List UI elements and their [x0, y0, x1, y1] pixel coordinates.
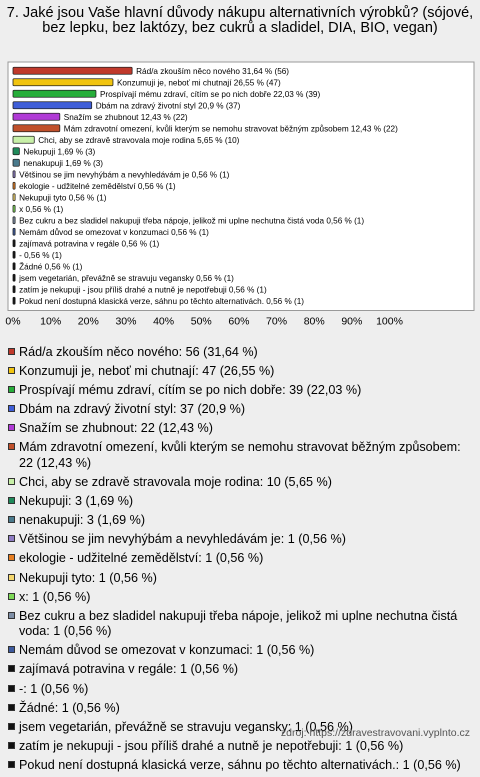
chart-legend: [8, 345, 474, 777]
bar-label: Nekupuji 1,69 % (3): [23, 147, 96, 157]
legend-swatch: [8, 574, 15, 581]
legend-item: [8, 440, 474, 471]
legend-swatch: [8, 646, 15, 653]
bar-label: Chci, aby se zdravě stravovala moje rodina 5,65 % (10): [38, 135, 240, 145]
legend-swatch: [8, 761, 15, 768]
bar: [13, 274, 15, 281]
legend-label: Chci, aby se zdravě stravovala moje rodina: 10 (5,65 %): [19, 475, 332, 490]
legend-item: [8, 758, 474, 774]
bar-label: Bez cukru a bez sladidel nakupuji třeba nápoje, jelikož mi uplne nechutna čistá voda 0,56 % (1): [19, 216, 365, 226]
legend-item: [8, 475, 474, 491]
bar-chart: [0, 0, 480, 340]
x-tick-label: 10%: [40, 315, 62, 328]
legend-swatch: [8, 424, 15, 431]
legend-label: Žádné: 1 (0,56 %): [19, 700, 120, 715]
legend-label: -: 1 (0,56 %): [19, 681, 89, 696]
legend-swatch: [8, 685, 15, 692]
x-tick-label: 0%: [5, 315, 21, 328]
legend-item: [8, 383, 474, 399]
legend-item: [8, 402, 474, 418]
bar: [13, 136, 34, 143]
bar: [13, 67, 132, 74]
legend-label: Většinou se jim nevyhýbám a nevyhledávám je: 1 (0,56 %): [19, 532, 346, 547]
bar: [13, 102, 92, 109]
bar: [13, 217, 15, 224]
bar-label: nenakupuji 1,69 % (3): [23, 158, 104, 168]
legend-swatch: [8, 386, 15, 393]
bar-label: - 0,56 % (1): [19, 250, 62, 260]
legend-label: Nemám důvod se omezovat v konzumaci: 1 (0,56 %): [19, 643, 315, 658]
x-tick-label: 80%: [303, 315, 325, 328]
bar: [13, 159, 19, 166]
x-tick-label: 90%: [341, 315, 363, 328]
legend-swatch: [8, 405, 15, 412]
bar-label: zatím je nekupuji - jsou příliš drahé a nutně je nepotřebuji 0,56 % (1): [19, 285, 267, 295]
bar: [13, 171, 15, 178]
bar: [13, 263, 15, 270]
legend-label: Konzumuji je, neboť mi chutnají: 47 (26,55 %): [19, 364, 275, 379]
bar-label: Dbám na zdravý životní styl 20,9 % (37): [95, 101, 241, 111]
legend-label: nenakupuji: 3 (1,69 %): [19, 513, 146, 528]
legend-label: Pokud není dostupná klasická verze, sáhnu po těchto alternativách.: 1 (0,56 %): [19, 757, 461, 772]
bar: [13, 113, 60, 120]
x-tick-label: 100%: [376, 315, 403, 328]
source-note: zdroj: https://zdravestravovani.vyplnto.cz: [280, 727, 470, 739]
legend-label: Bez cukru a bez sladidel nakupuji třeba nápoje, jelikož mi uplne nechutna čistá voda: 1 (0,56 %): [19, 608, 458, 639]
x-tick-label: 30%: [115, 315, 137, 328]
legend-item: [8, 513, 474, 529]
bar: [13, 148, 19, 155]
legend-label: Rád/a zkouším něco nového: 56 (31,64 %): [19, 345, 258, 359]
legend-item: [8, 494, 474, 510]
legend-item: [8, 682, 474, 698]
legend-label: Mám zdravotní omezení, kvůli kterým se nemohu stravovat běžným způsobem: 22 (12,43 %): [19, 440, 461, 470]
bar: [13, 79, 113, 86]
legend-item: [8, 345, 474, 361]
bar-label: Rád/a zkouším něco nového 31,64 % (56): [136, 66, 290, 76]
legend-item: [8, 662, 474, 678]
legend-label: x: 1 (0,56 %): [19, 589, 91, 604]
bar: [13, 240, 15, 247]
bar: [13, 182, 15, 189]
legend-swatch: [8, 723, 15, 730]
legend-swatch: [8, 535, 15, 542]
legend-item: [8, 532, 474, 548]
bar-label: Nemám důvod se omezovat v konzumaci 0,56 % (1): [19, 227, 209, 237]
legend-swatch: [8, 516, 15, 523]
legend-item: [8, 421, 474, 437]
bar: [13, 125, 60, 132]
bar: [13, 90, 96, 97]
bar: [13, 251, 15, 258]
bar-label: ekologie - udžitelné zemědělství 0,56 % (1): [19, 181, 176, 191]
bar-label: jsem vegetarián, převážně se stravuju vegansky 0,56 % (1): [19, 273, 234, 283]
x-tick-label: 60%: [228, 315, 250, 328]
bar: [13, 286, 15, 293]
legend-swatch: [8, 443, 15, 450]
legend-item: [8, 701, 474, 717]
bar: [13, 194, 15, 201]
bar-label: Nekupuji tyto 0,56 % (1): [19, 193, 107, 203]
x-tick-label: 20%: [77, 315, 99, 328]
legend-swatch: [8, 367, 15, 374]
legend-label: Prospívají mému zdraví, cítím se po nich dobře: 39 (22,03 %): [19, 383, 362, 398]
x-tick-label: 70%: [266, 315, 288, 328]
bar: [13, 297, 15, 304]
legend-item: [8, 364, 474, 380]
chart-title: 7. Jaké jsou Vaše hlavní důvody nákupu alternativních výrobků? (sójové, bez lepku, bez laktózy, bez cukrů a sladidel, DIA, BIO, vegan): [6, 5, 474, 36]
legend-label: ekologie - udžitelné zemědělství: 1 (0,56 %): [19, 551, 264, 566]
bar-label: Prospívají mému zdraví, cítím se po nich dobře 22,03 % (39): [99, 89, 321, 99]
legend-swatch: [8, 704, 15, 711]
legend-item: [8, 609, 474, 640]
bar-label: Pokud není dostupná klasická verze, sáhnu po těchto alternativách. 0,56 % (1): [19, 296, 305, 306]
legend-label: Dbám na zdravý životní styl: 37 (20,9 %): [19, 402, 246, 417]
legend-item: [8, 739, 474, 755]
legend-label: Nekupuji tyto: 1 (0,56 %): [19, 570, 157, 585]
legend-swatch: [8, 554, 15, 561]
x-tick-label: 40%: [153, 315, 175, 328]
legend-label: zajímavá potravina v regále: 1 (0,56 %): [19, 662, 239, 677]
legend-item: [8, 643, 474, 659]
legend-label: zatím je nekupuji - jsou příliš drahé a nutně je nepotřebuji: 1 (0,56 %): [19, 738, 404, 753]
legend-swatch: [8, 348, 15, 355]
legend-label: Snažím se zhubnout: 22 (12,43 %): [19, 421, 213, 436]
legend-swatch: [8, 612, 15, 619]
bar-label: x 0,56 % (1): [19, 204, 64, 214]
bar-label: zajímavá potravina v regále 0,56 % (1): [19, 239, 160, 249]
legend-label: Nekupuji: 3 (1,69 %): [19, 494, 134, 509]
x-tick-label: 50%: [190, 315, 212, 328]
legend-swatch: [8, 593, 15, 600]
legend-swatch: [8, 478, 15, 485]
legend-swatch: [8, 497, 15, 504]
legend-item: [8, 551, 474, 567]
bar-label: Žádné 0,56 % (1): [19, 262, 83, 272]
bar-label: Většinou se jim nevyhýbám a nevyhledávám je 0,56 % (1): [19, 170, 230, 180]
legend-item: [8, 590, 474, 606]
bar-label: Konzumuji je, neboť mi chutnají 26,55 % (47): [116, 78, 281, 88]
legend-swatch: [8, 742, 15, 749]
bar: [13, 205, 15, 212]
legend-label: jsem vegetarián, převážně se stravuju vegansky: 1 (0,56 %): [19, 719, 353, 734]
legend-item: [8, 571, 474, 587]
bar: [13, 228, 15, 235]
bar-label: Snažím se zhubnout 12,43 % (22): [63, 112, 188, 122]
bar-label: Mám zdravotní omezení, kvůli kterým se nemohu stravovat běžným způsobem 12,43 % (22): [63, 124, 398, 134]
legend-swatch: [8, 665, 15, 672]
